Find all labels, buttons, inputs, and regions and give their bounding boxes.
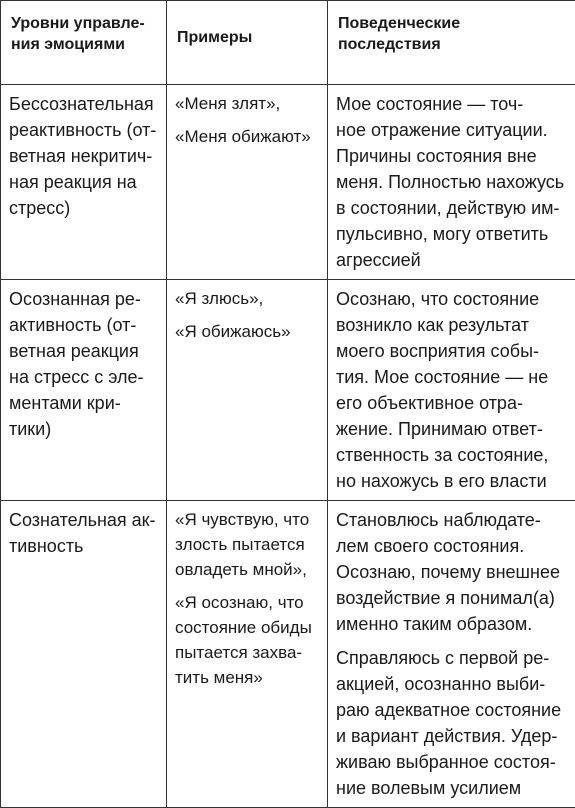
example-text-line: овладеть мной», bbox=[175, 557, 319, 582]
cell-text-line: стресс) bbox=[9, 195, 158, 221]
table-row bbox=[1, 280, 575, 501]
example-text-line: злость пытается bbox=[175, 532, 319, 557]
cell-text-line: в состоянии, действую им- bbox=[336, 195, 567, 221]
examples-cell bbox=[167, 501, 328, 808]
cell-text-line: Осознанная ре- bbox=[9, 286, 158, 312]
cell-text-line: его объективное отра- bbox=[336, 390, 567, 416]
header-consequences bbox=[328, 1, 575, 85]
consequences-cell bbox=[328, 85, 575, 280]
cell-text-line: ние волевым усилием bbox=[336, 775, 567, 801]
example-text-line: «Я обижаюсь» bbox=[175, 319, 319, 344]
cell-text-line: жение. Принимаю ответ- bbox=[336, 416, 567, 442]
cell-text-line: на стресс с эле- bbox=[9, 364, 158, 390]
cell-text-line: ное отражение ситуации. bbox=[336, 117, 567, 143]
paragraph-gap bbox=[336, 637, 567, 645]
header-levels bbox=[1, 1, 167, 85]
consequences-cell bbox=[328, 501, 575, 808]
header-examples bbox=[167, 1, 328, 85]
example-text-line: «Я чувствую, что bbox=[175, 507, 319, 532]
cell-text-line: агрессией bbox=[336, 247, 567, 273]
example-text-line: пытается захва- bbox=[175, 640, 319, 665]
example-text-line: состояние обиды bbox=[175, 615, 319, 640]
cell-text-line: Бессознательная bbox=[9, 91, 158, 117]
example-text-line: тить меня» bbox=[175, 665, 319, 690]
cell-text-line: Сознательная ак- bbox=[9, 507, 158, 533]
examples-cell bbox=[167, 85, 328, 280]
cell-text-line: Становлюсь наблюдате- bbox=[336, 507, 567, 533]
cell-text-line: акцией, осознанно выби- bbox=[336, 671, 567, 697]
cell-text-line: Мое состояние — точ- bbox=[336, 91, 567, 117]
cell-text-line: пульсивно, могу ответить bbox=[336, 221, 567, 247]
examples-cell bbox=[167, 280, 328, 501]
table-header-row bbox=[1, 1, 575, 85]
example-text-line: «Я осознаю, что bbox=[175, 590, 319, 615]
level-cell bbox=[1, 280, 167, 501]
cell-text-line: но нахожусь в его власти bbox=[336, 468, 567, 494]
cell-text-line: раю адекватное состояние bbox=[336, 697, 567, 723]
cell-text-line: тивность bbox=[9, 533, 158, 559]
cell-text-line: и вариант действия. Удер- bbox=[336, 723, 567, 749]
cell-text-line: живаю выбранное состоя- bbox=[336, 749, 567, 775]
paragraph-gap bbox=[175, 582, 319, 590]
cell-text-line: лем своего состояния. bbox=[336, 533, 567, 559]
example-text-line: «Я злюсь», bbox=[175, 286, 319, 311]
cell-text-line: Справляюсь с первой ре- bbox=[336, 645, 567, 671]
cell-text-line: Осознаю, почему внешнее bbox=[336, 559, 567, 585]
cell-text-line: тики) bbox=[9, 416, 158, 442]
cell-text-line: Причины состояния вне bbox=[336, 143, 567, 169]
cell-text-line: реактивность (от- bbox=[9, 117, 158, 143]
cell-text-line: ментами кри- bbox=[9, 390, 158, 416]
table-row bbox=[1, 85, 575, 280]
cell-text-line: воздействие я понимал(а) bbox=[336, 585, 567, 611]
cell-text-line: ветная реакция bbox=[9, 338, 158, 364]
cell-text-line: тия. Мое состояние — не bbox=[336, 364, 567, 390]
header-text-line: Уровни управле- bbox=[11, 13, 156, 34]
paragraph-gap bbox=[175, 311, 319, 319]
cell-text-line: именно таким образом. bbox=[336, 611, 567, 637]
table-row bbox=[1, 501, 575, 808]
cell-text-line: Осознаю, что состояние bbox=[336, 286, 567, 312]
level-cell bbox=[1, 501, 167, 808]
cell-text-line: ственность за состояние, bbox=[336, 442, 567, 468]
header-text-line: последствия bbox=[338, 34, 565, 55]
header-text-line: Поведенческие bbox=[338, 13, 565, 34]
consequences-cell bbox=[328, 280, 575, 501]
cell-text-line: ная реакция на bbox=[9, 169, 158, 195]
example-text-line: «Меня злят», bbox=[175, 91, 319, 116]
example-text-line: «Меня обижают» bbox=[175, 124, 319, 149]
cell-text-line: меня. Полностью нахожусь bbox=[336, 169, 567, 195]
cell-text-line: возникло как результат bbox=[336, 312, 567, 338]
cell-text-line: моего восприятия собы- bbox=[336, 338, 567, 364]
paragraph-gap bbox=[175, 116, 319, 124]
header-text-line: ния эмоциями bbox=[11, 34, 156, 55]
cell-text-line: ветная некритич- bbox=[9, 143, 158, 169]
header-text-line: Примеры bbox=[177, 27, 317, 48]
cell-text-line: активность (от- bbox=[9, 312, 158, 338]
level-cell bbox=[1, 85, 167, 280]
